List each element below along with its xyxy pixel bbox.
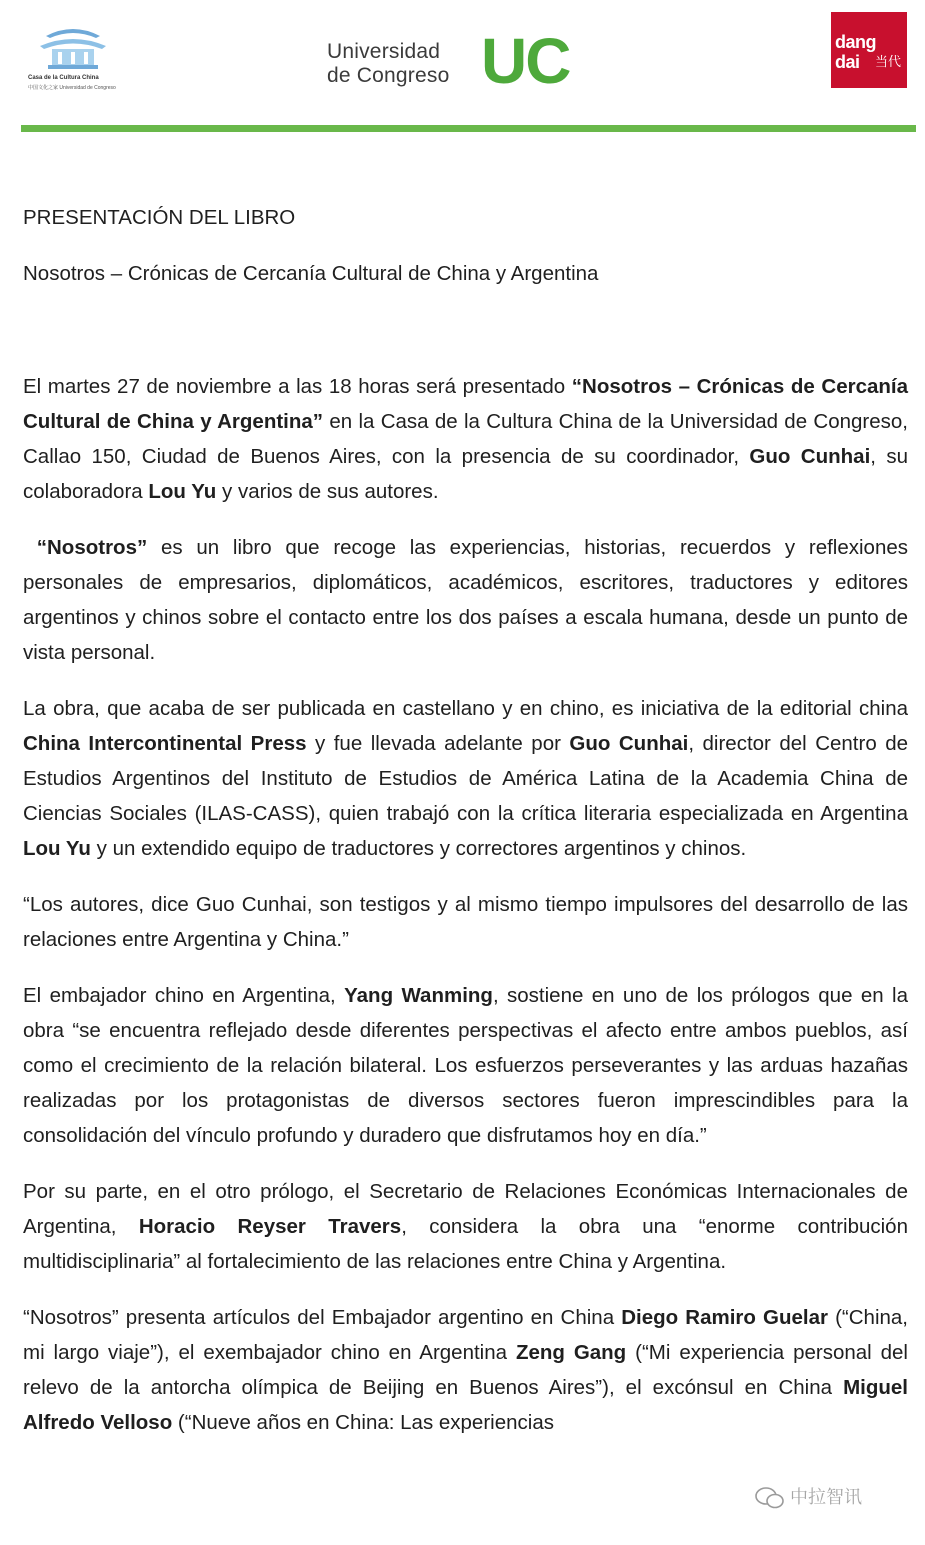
uc-monogram: UC xyxy=(481,25,570,97)
dangdai-logo-line2: dai xyxy=(835,52,860,72)
logo-caption: Casa de la Cultura China xyxy=(28,75,99,81)
header-divider xyxy=(21,125,916,132)
book-title: Nosotros – Crónicas de Cercanía Cultural de China y Argentina xyxy=(23,262,599,285)
paragraph-3: La obra, que acaba de ser publicada en castellano y en chino, es iniciativa de la editorial china China Intercontinental Press y fue llevada adelante por Guo Cunhai, director del Centro de Estudios Argentinos del Instituto de Estudios de América Latina de la Academia China de Ciencias Sociales (ILAS-CASS), quien trabajó con la crítica literaria especializada en Argentina Lou Yu y un extendido equipo de traductores y correctores argentinos y chinos. xyxy=(23,697,909,860)
university-name-line2: de Congreso xyxy=(327,64,450,87)
paragraph-1: El martes 27 de noviembre a las 18 horas será presentado “Nosotros – Crónicas de Cercanía Cultural de China y Argentina” en la Casa de la Cultura China de la Universidad de Congreso, Callao 150, Ciudad de Buenos Aires, con la presencia de su coordinador, Guo Cunhai, su colaboradora Lou Yu y varios de sus autores. xyxy=(23,375,909,503)
wechat-watermark-icon xyxy=(755,1487,785,1509)
paragraph-4: “Los autores, dice Guo Cunhai, son testigos y al mismo tiempo impulsores del desarrollo de las relaciones entre Argentina y China.” xyxy=(23,893,908,951)
logo-caption-cn: 中国文化之家 Universidad de Congreso xyxy=(28,85,116,91)
casa-cultura-china-logo xyxy=(28,18,118,91)
dangdai-logo xyxy=(831,12,907,88)
press-release-body xyxy=(23,200,908,1440)
paragraph-6: Por su parte, en el otro prólogo, el Secretario de Relaciones Económicas Internacionales de Argentina, Horacio Reyser Travers, considera la obra una “enorme contribución multidisciplinaria” al fortalecimiento de las relaciones entre China y Argentina. xyxy=(23,1180,908,1273)
paragraph-5: El embajador chino en Argentina, Yang Wanming, sostiene en uno de los prólogos que en la obra “se encuentra reflejado desde diferentes perspectivas el afecto entre ambos pueblos, así como el crecimiento de la relación bilateral. Los esfuerzos perseverantes y las arduas hazañas realizadas por los protagonistas de diversos sectores fueron imprescindibles para la consolidación del vínculo profundo y duradero que disfrutamos hoy en día.” xyxy=(23,984,908,1147)
dangdai-logo-cn: 当代 xyxy=(875,54,902,69)
paragraph-7: “Nosotros” presenta artículos del Embajador argentino en China Diego Ramiro Guelar (“China, mi largo viaje”), el exembajador chino en Argentina Zeng Gang (“Mi experiencia personal del relevo de la antorcha olímpica de Beijing en Buenos Aires”), el excónsul en China Miguel Alfredo Velloso (“Nueve años en China: Las experiencias xyxy=(23,1306,908,1434)
watermark-text: 中拉智讯 xyxy=(790,1487,862,1507)
letterhead xyxy=(0,0,925,120)
document-heading: PRESENTACIÓN DEL LIBRO xyxy=(23,206,296,229)
universidad-de-congreso-logo xyxy=(327,25,597,98)
pagoda-roof-icon xyxy=(38,18,108,73)
dangdai-logo-line1: dang xyxy=(835,32,876,52)
paragraph-2: “Nosotros” es un libro que recoge las experiencias, historias, recuerdos y reflexiones personales de empresarios, diplomáticos, académicos, escritores, traductores y editores argentinos y chinos sobre el contacto entre los dos países a escala humana, desde un punto de vista personal. xyxy=(23,536,909,664)
university-name-line1: Universidad xyxy=(327,40,441,63)
